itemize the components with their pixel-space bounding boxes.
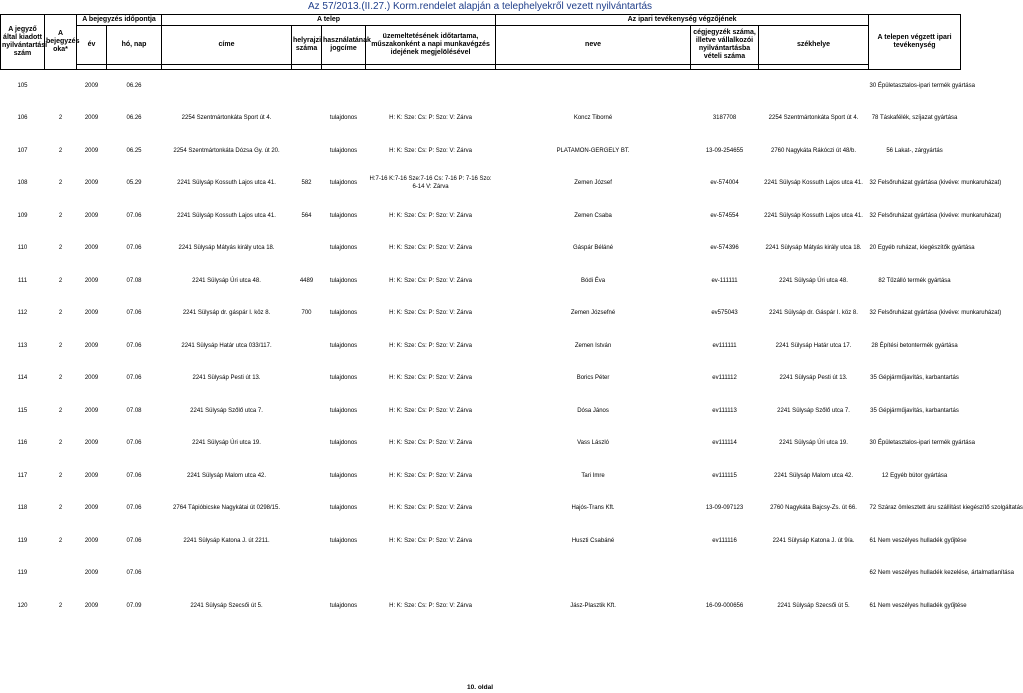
cell-month-day: 07.06 [126,212,142,219]
table-row [1,265,961,298]
cell-address: 2241 Sülysáp Malom utca 42. [186,472,267,479]
cell-reason: 2 [58,115,63,121]
cell-registry: ev-574004 [710,180,739,186]
cell-registry: ev111112 [712,375,737,381]
cell-name: Zemen István [574,342,612,349]
cell-registry: ev-111111 [711,277,738,284]
cell-address: 2241 Sülysáp Kossuth Lajos utca 41. [177,212,276,219]
cell-address: 2241 Sülysáp Szőlő utca 7. [190,407,263,414]
cell-title: tulajdonos [329,407,358,414]
cell-operating-hours [366,558,496,591]
cell-reason [45,70,77,103]
cell-registry: 16-09-000656 [705,602,744,609]
table-row [1,233,961,266]
cell-name: Tari Imre [581,472,605,479]
cell-address: 2241 Sülysáp Pesti út 13. [192,375,261,381]
cell-number: 108 [17,180,28,186]
cell-operating-hours: H: K: Sze: Cs: P: Szo: V: Zárva [389,440,472,446]
cell-registry: ev-574554 [710,212,739,219]
cell-seat: 2241 Sülysáp dr. Gáspár I. köz 8. [769,310,858,316]
cell-year: 2009 [84,440,99,446]
cell-name: PLATAMON-GERGELY BT. [556,147,630,154]
cell-seat: 2241 Sülysáp Kossuth Lajos utca 41. [764,180,863,186]
cell-month-day: 07.06 [126,472,142,479]
cell-activity: 56 Lakat-, zárgyártás [886,147,943,154]
cell-seat: 2241 Sülysáp Malom utca 42. [774,472,854,479]
cell-number: 119 [17,537,28,544]
cell-seat: 2254 Szentmártonkáta Sport út 4. [768,115,859,121]
cell-month-day: 07.06 [126,537,142,544]
cell-reason: 2 [58,180,63,186]
cell-reason: 2 [58,277,63,284]
cell-registry: ev111116 [712,537,737,544]
cell-seat: 2241 Sülysáp Úri utca 48. [779,277,848,284]
cell-reason: 2 [58,440,63,446]
cell-title: tulajdonos [329,537,358,544]
cell-year: 2009 [84,180,99,186]
cell-month-day: 07.08 [126,407,142,414]
table-row [1,428,961,461]
cell-parcel [292,590,322,623]
cell-title: tulajdonos [329,472,358,479]
header-ipari-vegzo: Az ipari tevékenység végzőjének [496,15,869,26]
header-jogcime: használatának jogcíme [322,26,366,65]
header-telep: A telep [162,15,496,26]
cell-name: Zemen Józsefné [570,310,616,316]
cell-reason: 2 [58,212,63,219]
cell-title: tulajdonos [329,440,358,446]
cell-name [496,70,691,103]
cell-address: 2241 Sülysáp Mátyás király utca 18. [178,245,275,251]
cell-number: 114 [17,375,28,381]
cell-year: 2009 [84,375,99,381]
cell-activity: 35 Gépjárműjavítás, karbantartás [870,375,959,381]
cell-registry: ev111114 [712,440,737,446]
cell-activity: 32 Felsőruházat gyártása (kivéve: munkaruházat) [869,212,1002,219]
table-row [1,395,961,428]
cell-operating-hours: H: K: Sze: Cs: P: Szo: V: Zárva [389,375,472,381]
cell-year: 2009 [84,472,99,479]
header-tevekenyseg: A telepen végzett ipari tevékenység [869,15,961,70]
register-body [1,70,1023,623]
cell-address: 2241 Sülysáp Kossuth Lajos utca 41. [177,180,276,186]
cell-operating-hours: H: K: Sze: Cs: P: Szo: V: Zárva [389,115,472,121]
table-row [1,493,961,526]
header-bejegyzes-idopont: A bejegyzés időpontja [77,15,162,26]
cell-name: Zemen József [574,180,612,186]
cell-month-day: 06.25 [126,147,142,154]
header-ev: év [77,26,107,65]
cell-parcel [292,70,322,103]
table-row [1,525,961,558]
cell-title: tulajdonos [329,277,358,284]
cell-registry [691,70,759,103]
cell-month-day: 07.06 [126,375,142,381]
cell-parcel: 4489 [299,277,314,284]
cell-number: 120 [17,602,28,609]
cell-number: 117 [17,472,28,479]
table-row [1,103,961,136]
cell-address: 2764 Tápióbicske Nagykátai út 0298/15. [173,505,280,511]
cell-reason: 2 [58,505,63,511]
table-row [1,70,961,103]
cell-seat: 2241 Sülysáp Pesti út 13. [779,375,848,381]
cell-name: Koncz Tiborné [573,115,613,121]
cell-operating-hours: H: K: Sze: Cs: P: Szo: V: Zárva [389,310,472,316]
cell-month-day: 07.06 [126,310,142,316]
cell-year: 2009 [84,505,99,511]
cell-registry: 13-09-254655 [705,147,744,154]
cell-address: 2254 Szentmártonkáta Dózsa Gy. út 20. [173,147,280,154]
cell-parcel [292,493,322,526]
cell-seat [759,558,869,591]
cell-reason: 2 [58,147,63,154]
cell-parcel [292,103,322,136]
cell-activity: 32 Felsőruházat gyártása (kivéve: munkaruházat) [869,310,1002,316]
cell-activity: 61 Nem veszélyes hulladék gyűjtése [869,602,967,609]
cell-number: 109 [17,212,28,219]
cell-operating-hours: H: K: Sze: Cs: P: Szo: V: Zárva [389,407,472,414]
table-row [1,590,961,623]
cell-operating-hours: H: K: Sze: Cs: P: Szo: V: Zárva [389,602,472,609]
header-szekhely: székhelye [759,26,869,65]
cell-month-day: 07.06 [126,505,142,511]
cell-activity: 28 Építési betontermék gyártása [871,342,958,349]
cell-seat: 2241 Sülysáp Határ utca 17. [775,342,852,349]
cell-name: Vass László [577,440,609,446]
cell-name: Hajós-Trans Kft. [571,505,615,511]
header-cegjegyzek: cégjegyzék száma, illetve vállalkozói nyilvántartásba vételi száma [691,26,759,65]
cell-name [496,558,691,591]
cell-registry: ev111113 [712,407,737,414]
cell-seat: 2760 Nagykáta Bajcsy-Zs. út 66. [770,505,857,511]
cell-year: 2009 [84,212,99,219]
cell-activity: 30 Épületasztalos-ipari termék gyártása [869,440,975,446]
table-row [1,135,961,168]
cell-seat: 2241 Sülysáp Szecsői út 5. [777,602,850,609]
cell-number: 105 [17,82,28,89]
cell-month-day: 05.29 [126,180,142,186]
cell-title: tulajdonos [329,115,358,121]
cell-year: 2009 [84,310,99,316]
cell-activity: 30 Épületasztalos-ipari termék gyártása [869,82,975,89]
cell-month-day: 06.26 [126,115,142,121]
cell-activity: 82 Tűzálló termék gyártása [878,277,951,284]
cell-operating-hours: H: K: Sze: Cs: P: Szo: V: Zárva [389,147,472,154]
cell-registry: ev111111 [712,342,737,349]
cell-name: Dósa János [577,407,609,414]
header-bejegyzes-oka: A bejegyzés oka* [45,15,77,70]
cell-title: tulajdonos [329,505,358,511]
table-row [1,330,961,363]
cell-address: 2241 Sülysáp Úri utca 19. [192,440,261,446]
cell-address [162,70,292,103]
cell-activity: 20 Egyéb ruházat, kiegészítők gyártása [869,245,975,251]
cell-number: 106 [17,115,28,121]
cell-address: 2241 Sülysáp dr. gáspár I. köz 8. [182,310,271,316]
cell-parcel [292,428,322,461]
cell-seat: 2241 Sülysáp Úri utca 19. [779,440,848,446]
table-row [1,363,961,396]
header-cime: címe [162,26,292,65]
cell-month-day: 06.26 [126,82,142,89]
cell-title: tulajdonos [329,342,358,349]
cell-month-day: 07.06 [126,342,142,349]
cell-parcel: 700 [301,310,312,316]
cell-number: 111 [17,277,28,284]
cell-address [162,558,292,591]
cell-registry [691,558,759,591]
cell-month-day: 07.06 [126,245,142,251]
cell-year: 2009 [84,570,99,576]
cell-number: 112 [17,310,28,316]
cell-activity: 78 Táskafélék, szíjazat gyártása [871,115,958,121]
cell-name: Huszti Csabáné [571,537,615,544]
cell-year: 2009 [84,537,99,544]
cell-name: Jász-Plasztik Kft. [570,602,616,609]
cell-year: 2009 [84,147,99,154]
cell-parcel [292,460,322,493]
cell-activity: 35 Gépjárműjavítás, karbantartás [870,407,959,414]
cell-year: 2009 [84,277,99,284]
cell-parcel [292,363,322,396]
cell-reason: 2 [58,472,63,479]
cell-seat: 2241 Sülysáp Katona J. út 9/a. [772,537,855,544]
cell-registry: ev575043 [711,310,738,316]
cell-activity: 72 Száraz ömlesztett áru szállítást kiegészítő szolgáltatás [869,505,1023,511]
cell-title [322,70,366,103]
cell-reason: 2 [58,310,63,316]
cell-month-day: 07.08 [126,277,142,284]
cell-year: 2009 [84,342,99,349]
cell-seat: 2241 Sülysáp Kossuth Lajos utca 41. [764,212,863,219]
cell-seat [759,70,869,103]
cell-reason: 2 [58,245,63,251]
cell-operating-hours [366,70,496,103]
cell-title: tulajdonos [329,375,358,381]
cell-title: tulajdonos [329,245,358,251]
table-row [1,298,961,331]
cell-year: 2009 [84,407,99,414]
table-row [1,460,961,493]
cell-address: 2254 Szentmártonkáta Sport út 4. [181,115,272,121]
cell-name: Bódi Éva [581,277,606,284]
cell-month-day: 07.06 [126,570,142,576]
cell-registry: ev111115 [712,472,737,479]
cell-parcel [292,135,322,168]
cell-activity: 62 Nem veszélyes hulladék kezelése, ártalmatlanítása [869,570,1014,576]
cell-year: 2009 [84,602,99,609]
cell-year: 2009 [84,245,99,251]
cell-name: Gáspár Béláné [573,245,614,251]
cell-title: tulajdonos [329,180,358,186]
cell-number: 118 [17,505,28,511]
header-jegyzo-szam: A jegyző által kiadott nyilvántartási szám [1,15,45,70]
cell-operating-hours: H: K: Sze: Cs: P: Szo: V: Zárva [389,472,472,479]
cell-reason: 2 [58,375,63,381]
cell-number: 116 [17,440,28,446]
cell-name: Borics Péter [576,375,610,381]
cell-parcel [292,395,322,428]
cell-seat: 2760 Nagykáta Rákóczi út 48/b. [771,147,857,154]
cell-title: tulajdonos [329,147,358,154]
cell-address: 2241 Sülysáp Úri utca 48. [192,277,261,284]
register-table [0,14,1023,623]
cell-seat: 2241 Sülysáp Mátyás király utca 18. [765,245,862,251]
cell-title: tulajdonos [329,602,358,609]
cell-reason [45,558,77,591]
table-row [1,200,961,233]
table-row [1,168,961,201]
cell-operating-hours: H: K: Sze: Cs: P: Szo: V: Zárva [389,245,472,251]
cell-operating-hours: H: K: Sze: Cs: P: Szo: V: Zárva [389,342,472,349]
cell-parcel: 582 [301,180,312,186]
cell-parcel [292,330,322,363]
cell-operating-hours: H: K: Sze: Cs: P: Szo: V: Zárva [389,212,472,219]
cell-operating-hours: H: K: Sze: Cs: P: Szo: V: Zárva [389,277,472,284]
cell-year: 2009 [84,82,99,89]
cell-month-day: 07.09 [126,602,142,609]
cell-reason: 2 [58,602,63,609]
cell-title: tulajdonos [329,310,358,316]
cell-number: 119 [17,570,28,576]
cell-name: Zemen Csaba [574,212,612,219]
cell-address: 2241 Sülysáp Szecsői út 5. [190,602,263,609]
cell-address: 2241 Sülysáp Katona J. út 2211. [183,537,270,544]
cell-month-day: 07.06 [126,440,142,446]
cell-number: 107 [17,147,28,154]
header-neve: neve [496,26,691,65]
cell-address: 2241 Sülysáp Határ utca 033/117. [181,342,272,349]
cell-operating-hours: H: K: Sze: Cs: P: Szo: V: Zárva [389,537,472,544]
header-uzemeltetes: üzemeltetésének időtartama, műszakonként a napi munkavégzés idejének megjelölésével [366,26,496,65]
cell-parcel [292,558,322,591]
cell-activity: 12 Egyéb bútor gyártása [881,472,948,479]
cell-title [322,558,366,591]
page-title: Az 57/2013.(II.27.) Korm.rendelet alapján a telephelyekről vezett nyilvántartás [307,1,653,12]
cell-seat: 2241 Sülysáp Szőlő utca 7. [777,407,850,414]
cell-activity: 61 Nem veszélyes hulladék gyűjtése [869,537,967,544]
table-row [1,558,961,591]
cell-registry: ev-574396 [710,245,739,251]
cell-registry: 13-09-097123 [705,505,744,511]
cell-reason: 2 [58,537,63,544]
header-ho-nap: hó, nap [107,26,162,65]
cell-year: 2009 [84,115,99,121]
cell-reason: 2 [58,407,63,414]
header-helyrajzi: helyrajzi száma [292,26,322,65]
cell-operating-hours: H: K: Sze: Cs: P: Szo: V: Zárva [389,505,472,511]
cell-parcel [292,525,322,558]
cell-title: tulajdonos [329,212,358,219]
cell-number: 113 [17,342,28,349]
page-number: 10. oldal [466,684,493,691]
cell-parcel [292,233,322,266]
cell-registry: 3187708 [712,115,737,121]
cell-reason: 2 [58,342,63,349]
cell-number: 110 [17,245,28,251]
cell-activity: 32 Felsőruházat gyártása (kivéve: munkaruházat) [869,180,1002,186]
cell-number: 115 [17,407,28,414]
cell-operating-hours: H:7-16 K:7-16 Sze:7-16 Cs: 7-16 P: 7-16 Szo: 6-14 V: Zárva [369,176,492,190]
cell-parcel: 564 [301,212,312,219]
